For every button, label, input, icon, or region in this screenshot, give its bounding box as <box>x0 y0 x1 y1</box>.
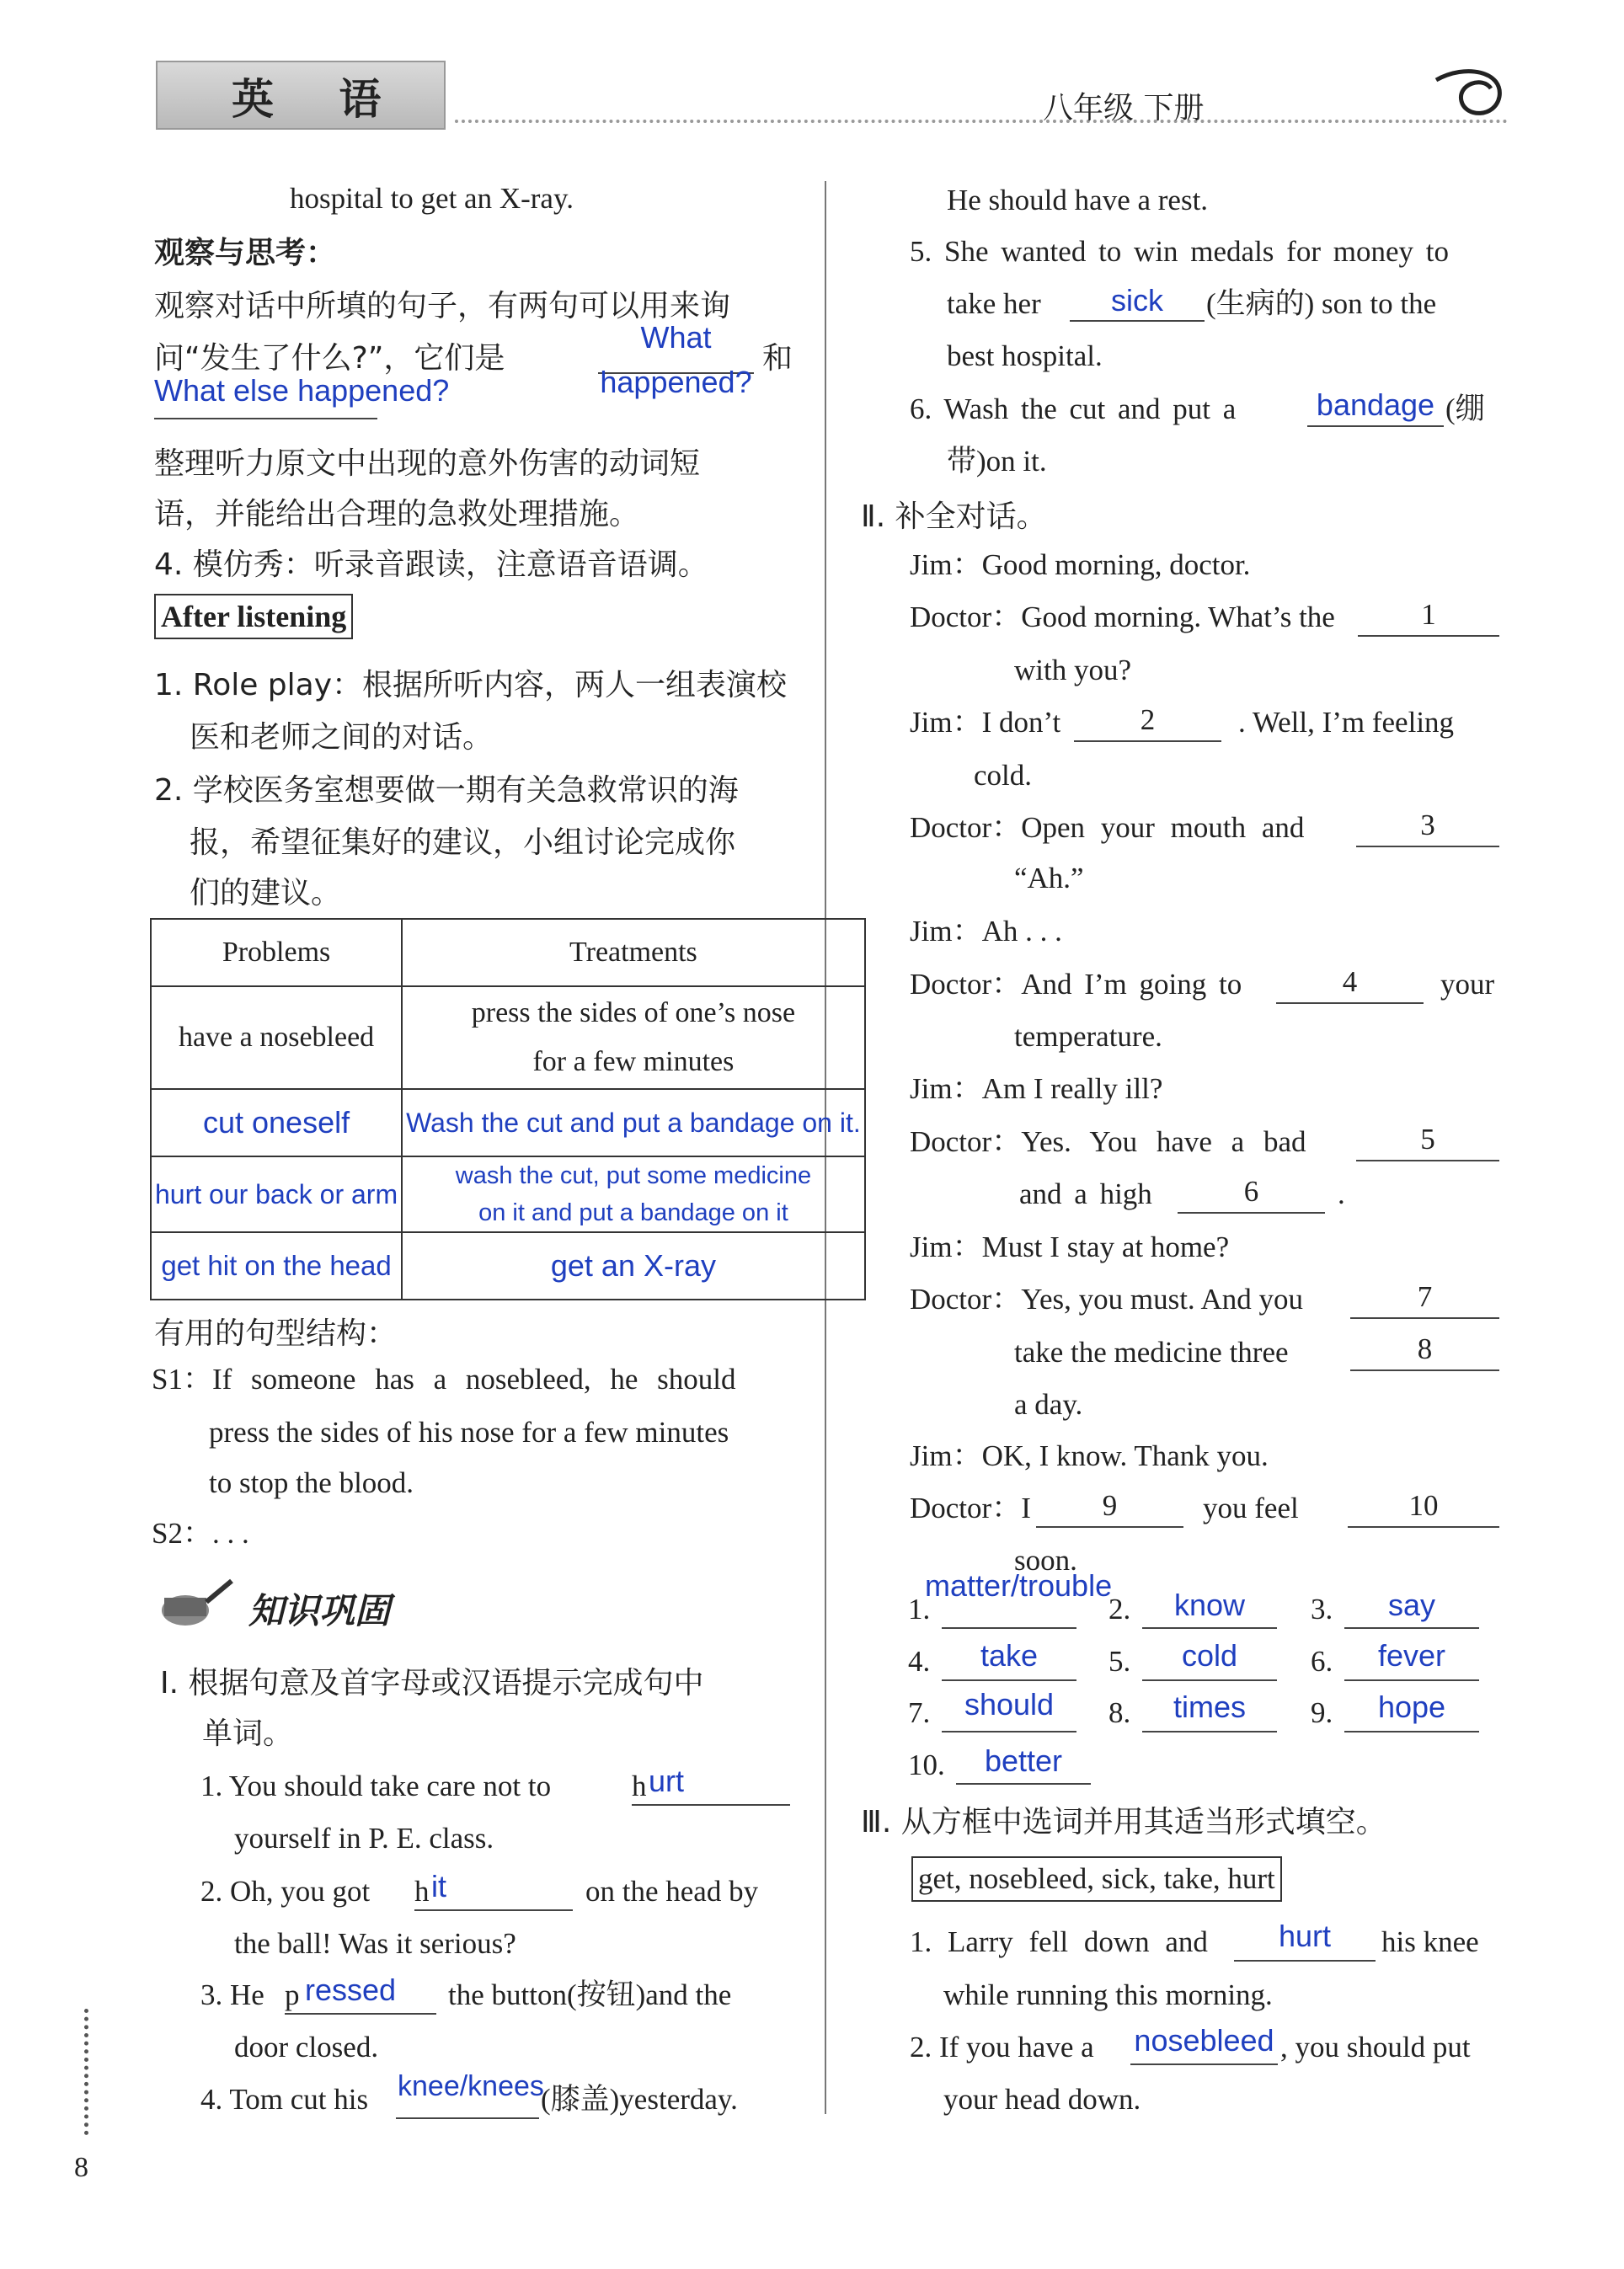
dialog-line: Doctor：And I’m going to <box>910 968 1242 1001</box>
answer-hurt-knee: hurt <box>1278 1919 1332 1953</box>
table-cell-answer: cut oneself <box>151 1089 402 1156</box>
dialog-line: and a high <box>1019 1177 1152 1210</box>
answer-label: 10. <box>908 1748 945 1781</box>
answer-hit: it <box>431 1869 446 1903</box>
dialog-line: “Ah.” <box>1014 862 1084 894</box>
answer-blank <box>1276 1002 1424 1004</box>
text-line: Ⅰ. 根据句意及首字母或汉语提示完成句中 <box>160 1666 704 1700</box>
blank-number: 7 <box>1417 1280 1433 1313</box>
answer-blank <box>1344 1627 1479 1629</box>
dialog-line: . <box>1338 1177 1345 1210</box>
header-divider <box>455 120 1508 123</box>
answer-blank <box>1070 320 1205 322</box>
text-line: (绷 <box>1445 392 1485 425</box>
exercise-title: Ⅲ. 从方框中选词并用其适当形式填空。 <box>861 1805 1386 1839</box>
text-line: He should have a rest. <box>947 184 1209 216</box>
text-line: 6. Wash the cut and put a <box>910 392 1237 425</box>
dialog-line: Doctor：Good morning. What’s the <box>910 601 1335 633</box>
table-cell: have a nosebleed <box>151 986 402 1089</box>
dialog-line: your <box>1440 968 1495 1001</box>
answer-hurt: urt <box>649 1764 685 1798</box>
answer-label: 4. <box>908 1645 931 1678</box>
table-cell-answer: get an X-ray <box>402 1232 865 1300</box>
answer-blank <box>414 1909 573 1911</box>
text-line: while running this morning. <box>943 1978 1273 2011</box>
answer-blank <box>1350 1369 1499 1371</box>
table-row <box>151 919 865 986</box>
text-line: 3. He <box>200 1978 264 2011</box>
answer-blank <box>1344 1679 1479 1681</box>
text-line: to stop the blood. <box>209 1466 414 1499</box>
knowledge-title: 知识巩固 <box>248 1590 391 1631</box>
text-line: on the head by <box>585 1875 759 1908</box>
answer-blank <box>1348 1526 1499 1528</box>
answer-label: 2. <box>1108 1593 1131 1626</box>
answer-label: 6. <box>1311 1645 1333 1678</box>
dialog-line: temperature. <box>1014 1020 1162 1053</box>
first-letter: h <box>414 1875 430 1908</box>
table-header-problems: Problems <box>151 919 402 986</box>
blank-number: 3 <box>1420 809 1435 841</box>
dialog-line: soon. <box>1014 1544 1077 1577</box>
text-line: 观察对话中所填的句子，有两句可以用来询 <box>154 289 731 323</box>
answer-blank <box>1234 1960 1376 1962</box>
answer-blank <box>1130 2063 1278 2065</box>
coffee-cup-icon <box>152 1577 236 1636</box>
answer-blank <box>1142 1679 1277 1681</box>
blank-number: 5 <box>1420 1123 1435 1156</box>
text-line: 整理听力原文中出现的意外伤害的动词短 <box>154 446 701 481</box>
dialog-line: Doctor：Yes. You have a bad <box>910 1125 1306 1158</box>
dialog-line: Jim：Good morning, doctor. <box>910 548 1251 581</box>
answer-pressed: ressed <box>305 1973 397 2007</box>
dialog-line: Doctor：Open your mouth and <box>910 811 1305 844</box>
text-line: 问“发生了什么?”，它们是 <box>154 341 505 376</box>
text-line: 5. She wanted to win medals for money to <box>910 235 1449 268</box>
dialog-line: with you? <box>1014 654 1132 686</box>
dialog-line: Jim：OK, I know. Thank you. <box>910 1439 1269 1472</box>
text-line: 2. Oh, you got <box>200 1875 371 1908</box>
dialog-line: take the medicine three <box>1014 1336 1289 1369</box>
text-line: 和 <box>762 341 793 376</box>
text-line: 有用的句型结构： <box>154 1316 398 1351</box>
table-cell-answer: get hit on the head <box>151 1232 402 1300</box>
text-line: 1. Role play：根据所听内容，两人一组表演校 <box>154 668 788 702</box>
dialog-line: Jim：I don’t <box>910 706 1061 739</box>
dialog-line: Jim：Am I really ill? <box>910 1072 1163 1105</box>
answer-9: hope <box>1377 1690 1446 1724</box>
answer-blank <box>942 1679 1076 1681</box>
text-line: 带)on it. <box>947 445 1047 478</box>
table-cell-line: on it and put a bandage on it <box>478 1199 788 1226</box>
answer-2: know <box>1173 1588 1246 1622</box>
dialog-line: . Well, I’m feeling <box>1238 706 1455 739</box>
text-line: 报，希望征集好的建议，小组讨论完成你 <box>190 825 736 860</box>
table-row <box>151 1089 865 1156</box>
answer-8: times <box>1173 1690 1246 1724</box>
first-letter: p <box>285 1978 300 2011</box>
swirl-logo-icon <box>1432 63 1508 122</box>
text-line: your head down. <box>943 2083 1141 2116</box>
dialog-line: a day. <box>1014 1388 1083 1421</box>
text-line: 1. Larry fell down and <box>910 1925 1208 1958</box>
blank-number: 2 <box>1140 703 1156 736</box>
after-listening-title: After listening <box>154 594 353 639</box>
answer-bandage: bandage <box>1316 387 1435 422</box>
table-cell-line: wash the cut, put some medicine <box>455 1162 812 1189</box>
answer-label: 9. <box>1311 1696 1333 1729</box>
text-line: press the sides of his nose for a few minutes <box>209 1416 729 1449</box>
table-row <box>151 986 865 1089</box>
answer-blank <box>285 2013 436 2015</box>
text-line: his knee <box>1381 1925 1479 1958</box>
answer-blank <box>1350 1317 1499 1319</box>
text-line: 1. You should take care not to <box>200 1770 552 1802</box>
answer-what-else-happened: What else happened? <box>154 373 450 408</box>
answer-4: take <box>980 1638 1039 1673</box>
table-header-treatments: Treatments <box>402 919 865 986</box>
blank-number: 10 <box>1408 1489 1439 1522</box>
text-line: 语，并能给出合理的急救处理措施。 <box>154 497 640 531</box>
dialog-line: cold. <box>974 759 1033 792</box>
answer-7: should <box>964 1687 1055 1722</box>
text-line: S1：If someone has a nosebleed, he should <box>152 1363 736 1396</box>
table-row <box>151 1156 865 1232</box>
text-line: 4. Tom cut his <box>200 2083 369 2116</box>
text-line: hospital to get an X-ray. <box>290 182 574 215</box>
text-line: best hospital. <box>947 339 1103 372</box>
dialog-line: you feel <box>1203 1492 1299 1524</box>
answer-sick: sick <box>1111 283 1163 318</box>
answer-what-happened-b: happened? <box>600 365 752 399</box>
answer-10: better <box>984 1743 1063 1778</box>
table-cell-line: press the sides of one’s nose <box>471 997 796 1028</box>
answer-blank <box>1142 1627 1277 1629</box>
answer-label: 8. <box>1108 1696 1131 1729</box>
answer-blank <box>1358 635 1499 637</box>
answer-label: 5. <box>1108 1645 1131 1678</box>
text-line: 单词。 <box>202 1716 294 1751</box>
text-line: (膝盖)yesterday. <box>541 2083 738 2116</box>
text-line: 4. 模仿秀：听录音跟读，注意语音语调。 <box>154 547 708 582</box>
margin-dots <box>84 2009 93 2135</box>
text-line: the button(按钮)and the <box>448 1978 732 2011</box>
answer-blank <box>1356 846 1499 847</box>
answer-label: 7. <box>908 1696 931 1729</box>
word-box: get, nosebleed, sick, take, hurt <box>911 1856 1282 1902</box>
answer-blank <box>942 1627 1076 1629</box>
text-line: 2. If you have a <box>910 2031 1094 2063</box>
text-line: the ball! Was it serious? <box>234 1927 516 1960</box>
answer-blank <box>1356 1160 1499 1161</box>
text-line: yourself in P. E. class. <box>234 1822 494 1855</box>
answer-blank <box>1036 1526 1183 1528</box>
answer-what-happened-a: What <box>640 320 712 355</box>
answer-3: say <box>1387 1588 1436 1622</box>
blank-number: 9 <box>1102 1489 1118 1522</box>
text-line: 2. 学校医务室想要做一期有关急救常识的海 <box>154 773 739 808</box>
subject-title: 英 语 <box>232 75 407 124</box>
answer-nosebleed: nosebleed <box>1134 2023 1274 2058</box>
answer-1: matter/trouble <box>925 1568 1113 1603</box>
table-cell-line: for a few minutes <box>532 1046 735 1077</box>
page-number: 8 <box>74 2152 88 2183</box>
answer-label: 3. <box>1311 1593 1333 1626</box>
answer-blank <box>1142 1731 1277 1732</box>
text-line: 们的建议。 <box>190 876 342 910</box>
grade-label: 八年级 下册 <box>1043 91 1205 125</box>
treatments-table <box>150 918 866 1300</box>
answer-blank <box>1344 1731 1479 1732</box>
text-line: door closed. <box>234 2031 379 2063</box>
answer-blank <box>942 1731 1076 1732</box>
dialog-line: Doctor：Yes, you must. And you <box>910 1283 1304 1316</box>
blank-number: 1 <box>1421 598 1436 631</box>
text-line: 医和老师之间的对话。 <box>190 720 494 755</box>
table-cell-answer: hurt our back or arm <box>151 1156 402 1232</box>
first-letter: h <box>632 1770 647 1802</box>
dialog-line: Doctor：I <box>910 1492 1031 1524</box>
text-line: take her <box>947 287 1041 320</box>
answer-blank <box>956 1783 1091 1785</box>
blank-number: 6 <box>1243 1175 1259 1208</box>
text-line: (生病的) son to the <box>1206 287 1437 320</box>
answer-blank <box>154 418 377 419</box>
answer-blank <box>1178 1212 1325 1214</box>
answer-knee: knee/knees <box>398 2070 544 2102</box>
text-line: , you should put <box>1280 2031 1471 2063</box>
answer-label: 1. <box>908 1593 931 1626</box>
table-row <box>151 1232 865 1300</box>
blank-number: 4 <box>1342 965 1358 998</box>
table-cell-answer <box>402 1156 865 1232</box>
blank-number: 8 <box>1417 1332 1433 1365</box>
answer-blank <box>632 1804 790 1806</box>
answer-blank <box>1307 425 1444 427</box>
observe-title: 观察与思考： <box>154 236 337 270</box>
exercise-title: Ⅱ. 补全对话。 <box>861 499 1047 534</box>
answer-blank <box>396 2117 539 2119</box>
answer-5: cold <box>1181 1638 1238 1673</box>
dialog-line: Jim：Ah . . . <box>910 915 1062 948</box>
answer-6: fever <box>1377 1638 1446 1673</box>
answer-blank <box>1074 740 1221 742</box>
text-line: S2：. . . <box>152 1517 249 1550</box>
dialog-line: Jim：Must I stay at home? <box>910 1231 1230 1263</box>
table-cell <box>402 986 865 1089</box>
table-cell-answer: Wash the cut and put a bandage on it. <box>402 1089 865 1156</box>
